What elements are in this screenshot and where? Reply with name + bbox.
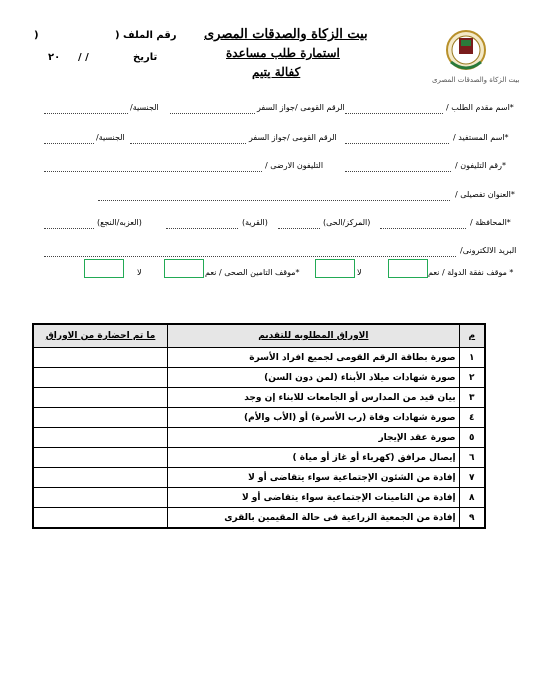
- applicant-nationality-label: الجنسية/: [130, 103, 159, 112]
- column-header-documents: الاوراق المطلوبه للتقديم: [168, 324, 460, 348]
- table-header-row: [33, 324, 485, 348]
- beneficiary-nationality-field[interactable]: [44, 143, 94, 144]
- logo-caption: بيت الزكاة والصدقات المصرى: [432, 76, 520, 84]
- form-subtitle: كفالة يتيم: [252, 65, 301, 79]
- row-number: ٥: [459, 428, 485, 448]
- row-number: ٦: [459, 448, 485, 468]
- table-row: [33, 448, 485, 468]
- email-label: البريد الالكترونى/: [460, 246, 517, 255]
- row-number: ٢: [459, 368, 485, 388]
- table-row: [33, 388, 485, 408]
- date-year: ٢٠: [48, 52, 61, 63]
- form-title: استمارة طلب مساعدة: [226, 46, 340, 60]
- applicant-name-label: *اسم مقدم الطلب /: [446, 103, 514, 112]
- governorate-label: *المحافظة /: [470, 218, 511, 227]
- address-label: *العنوان تفصيلى /: [455, 190, 515, 199]
- beneficiary-nationality-label: الجنسية/: [96, 133, 125, 142]
- row-submitted-cell[interactable]: [33, 388, 168, 408]
- health-insurance-no-box[interactable]: [84, 259, 124, 278]
- beneficiary-id-label: الرقم القومى /جواز السفر: [249, 133, 337, 142]
- column-header-submitted: ما تم احضارة من الاوراق: [33, 324, 168, 348]
- health-insurance-label: *موقف التامين الصحى / نعم: [205, 268, 300, 277]
- table-row: [33, 508, 485, 529]
- row-number: ٩: [459, 508, 485, 529]
- landline-label: التليفون الارضى /: [265, 161, 324, 170]
- row-document: صورة شهادات ميلاد الأبناء (لمن دون السن): [168, 368, 460, 388]
- row-submitted-cell[interactable]: [33, 488, 168, 508]
- village-label: (القرية): [242, 218, 268, 227]
- date-slashes: / /: [78, 52, 89, 63]
- governorate-field[interactable]: [380, 228, 466, 229]
- table-row: [33, 408, 485, 428]
- row-submitted-cell[interactable]: [33, 468, 168, 488]
- table-row: [33, 368, 485, 388]
- health-insurance-no-label: لا: [137, 268, 142, 277]
- row-number: ٧: [459, 468, 485, 488]
- beneficiary-id-field[interactable]: [130, 143, 246, 144]
- address-field[interactable]: [98, 200, 450, 201]
- row-document: إفادة من التامينات الإجتماعية سواء يتقاضى أو لا: [168, 488, 460, 508]
- health-insurance-yes-box[interactable]: [164, 259, 204, 278]
- state-expense-no-box[interactable]: [315, 259, 355, 278]
- row-submitted-cell[interactable]: [33, 428, 168, 448]
- row-document: إفادة من الشئون الإجتماعية سواء يتقاضى أو لا: [168, 468, 460, 488]
- row-number: ١: [459, 348, 485, 368]
- row-document: صورة شهادات وفاة (رب الأسرة) أو (الأب والأم): [168, 408, 460, 428]
- beneficiary-name-field[interactable]: [345, 143, 449, 144]
- applicant-id-label: الرقم القومى /جواز السفر: [257, 103, 345, 112]
- phone-label: *رقم التليفون /: [455, 161, 506, 170]
- requirements-table: [32, 323, 486, 529]
- table-row: [33, 488, 485, 508]
- center-label: (المركز/الحى): [323, 218, 371, 227]
- row-document: إيصال مرافق (كهرباء أو غاز أو مياة ): [168, 448, 460, 468]
- row-number: ٤: [459, 408, 485, 428]
- row-submitted-cell[interactable]: [33, 368, 168, 388]
- applicant-nationality-field[interactable]: [44, 113, 128, 114]
- row-number: ٣: [459, 388, 485, 408]
- applicant-id-field[interactable]: [170, 113, 255, 114]
- row-submitted-cell[interactable]: [33, 348, 168, 368]
- column-header-number: م: [459, 324, 485, 348]
- organization-name: بيت الزكاة والصدقات المصرى: [204, 27, 368, 42]
- state-expense-no-label: لا: [357, 268, 362, 277]
- row-document: إفادة من الجمعية الزراعية فى حالة المقيمين بالقرى: [168, 508, 460, 529]
- row-number: ٨: [459, 488, 485, 508]
- village-field[interactable]: [166, 228, 238, 229]
- row-document: بيان قيد من المدارس أو الجامعات للابناء إن وجد: [168, 388, 460, 408]
- table-row: [33, 428, 485, 448]
- beneficiary-name-label: *اسم المستفيد /: [453, 133, 509, 142]
- row-submitted-cell[interactable]: [33, 508, 168, 529]
- hamlet-field[interactable]: [44, 228, 94, 229]
- state-expense-yes-box[interactable]: [388, 259, 428, 278]
- hamlet-label: (العزبه/النجع): [97, 218, 142, 227]
- center-field[interactable]: [278, 228, 320, 229]
- row-submitted-cell[interactable]: [33, 408, 168, 428]
- table-row: [33, 348, 485, 368]
- file-number-close: ): [34, 30, 39, 41]
- email-field[interactable]: [44, 256, 456, 257]
- file-number-label: رقم الملف (: [115, 30, 177, 41]
- date-label: تاريخ: [133, 52, 158, 63]
- state-expense-label: * موقف نفقة الدولة / نعم: [428, 268, 514, 277]
- row-document: صورة عقد الإيجار: [168, 428, 460, 448]
- row-submitted-cell[interactable]: [33, 448, 168, 468]
- row-document: صورة بطاقة الرقم القومى لجميع افراد الأسرة: [168, 348, 460, 368]
- applicant-name-field[interactable]: [345, 113, 443, 114]
- phone-field[interactable]: [345, 171, 451, 172]
- table-row: [33, 468, 485, 488]
- landline-field[interactable]: [44, 171, 262, 172]
